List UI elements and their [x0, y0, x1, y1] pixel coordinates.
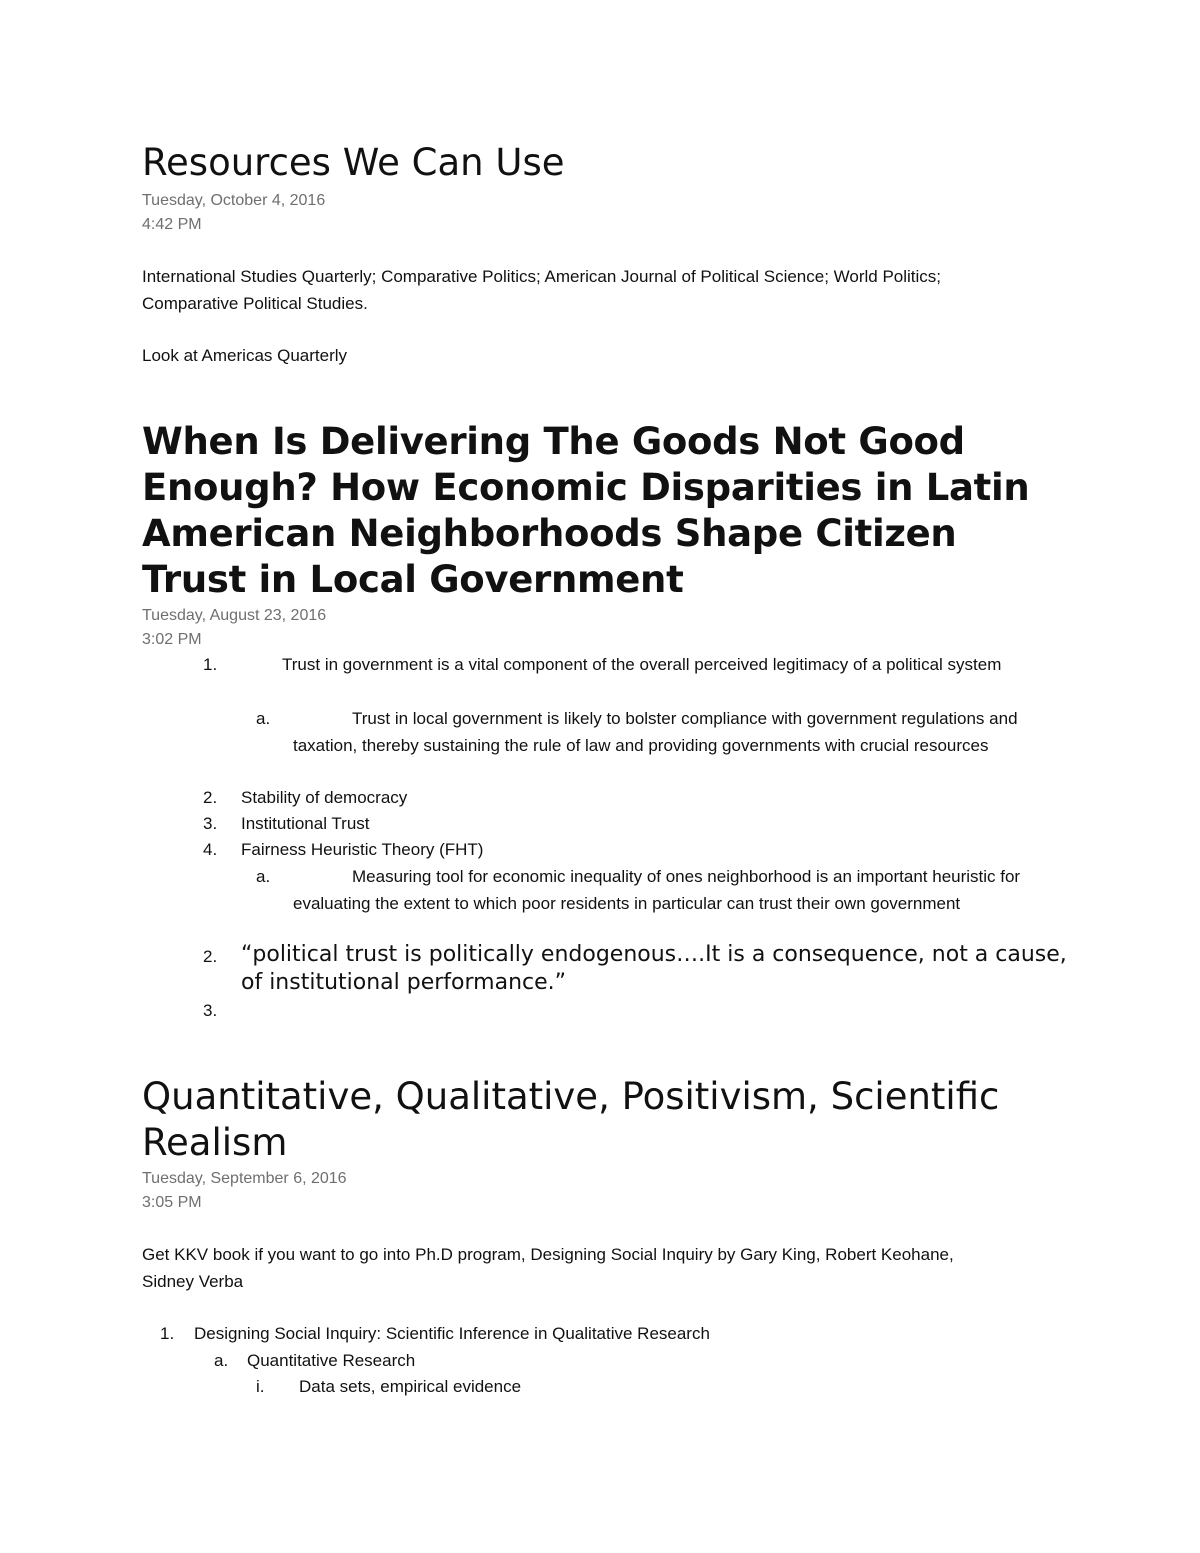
section-title: When Is Delivering The Goods Not Good Enough? How Economic Disparities in Latin American Neighborhoods Shape Citizen Trust in Local Government — [142, 420, 1030, 601]
list-item-text: Trust in government is a vital component of the overall perceived legitimacy of a political system — [282, 655, 1002, 674]
list-item-text: Data sets, empirical evidence — [299, 1377, 522, 1396]
list-item-text: Stability of democracy — [241, 788, 408, 807]
list-item-text: Quantitative Research — [247, 1351, 416, 1370]
paragraph: International Studies Quarterly; Comparative Politics; American Journal of Political Science; World Politics; Comparative Political Studies. — [142, 267, 942, 313]
list-marker: 2. — [203, 788, 218, 807]
list-marker: i. — [256, 1377, 265, 1396]
section-time: 3:02 PM — [142, 631, 202, 648]
list-marker: 1. — [160, 1324, 175, 1343]
section-title: Quantitative, Qualitative, Positivism, Scientific Realism — [142, 1075, 1000, 1164]
list-item-text: Measuring tool for economic inequality of ones neighborhood is an important heuristic for evaluating the extent to which poor residents in particular can trust their own government — [293, 867, 1021, 913]
quote-text: “political trust is politically endogenous….It is a consequence, not a cause, of institutional performance.” — [241, 942, 1067, 995]
list-item-text: Designing Social Inquiry: Scientific Inference in Qualitative Research — [194, 1324, 710, 1343]
section-time: 4:42 PM — [142, 216, 202, 233]
list-marker: a. — [256, 709, 271, 728]
section-date: Tuesday, August 23, 2016 — [142, 607, 327, 624]
list-marker: 2. — [203, 947, 218, 966]
list-marker: 4. — [203, 840, 218, 859]
list-marker: 3. — [203, 1001, 218, 1020]
paragraph: Look at Americas Quarterly — [142, 346, 348, 365]
list-item-text: Fairness Heuristic Theory (FHT) — [241, 840, 484, 859]
list-marker: a. — [214, 1351, 229, 1370]
list-item-text: Trust in local government is likely to bolster compliance with government regulations and taxation, thereby sustaining the rule of law and providing governments with crucial resources — [293, 709, 1018, 755]
list-marker: 3. — [203, 814, 218, 833]
list-marker: a. — [256, 867, 271, 886]
section-date: Tuesday, October 4, 2016 — [142, 192, 326, 209]
list-item-text: Institutional Trust — [241, 814, 370, 833]
section-title: Resources We Can Use — [142, 141, 565, 184]
section-time: 3:05 PM — [142, 1194, 202, 1211]
section-date: Tuesday, September 6, 2016 — [142, 1170, 347, 1187]
paragraph: Get KKV book if you want to go into Ph.D program, Designing Social Inquiry by Gary King, Robert Keohane, Sidney Verba — [142, 1245, 954, 1291]
list-marker: 1. — [203, 655, 218, 674]
